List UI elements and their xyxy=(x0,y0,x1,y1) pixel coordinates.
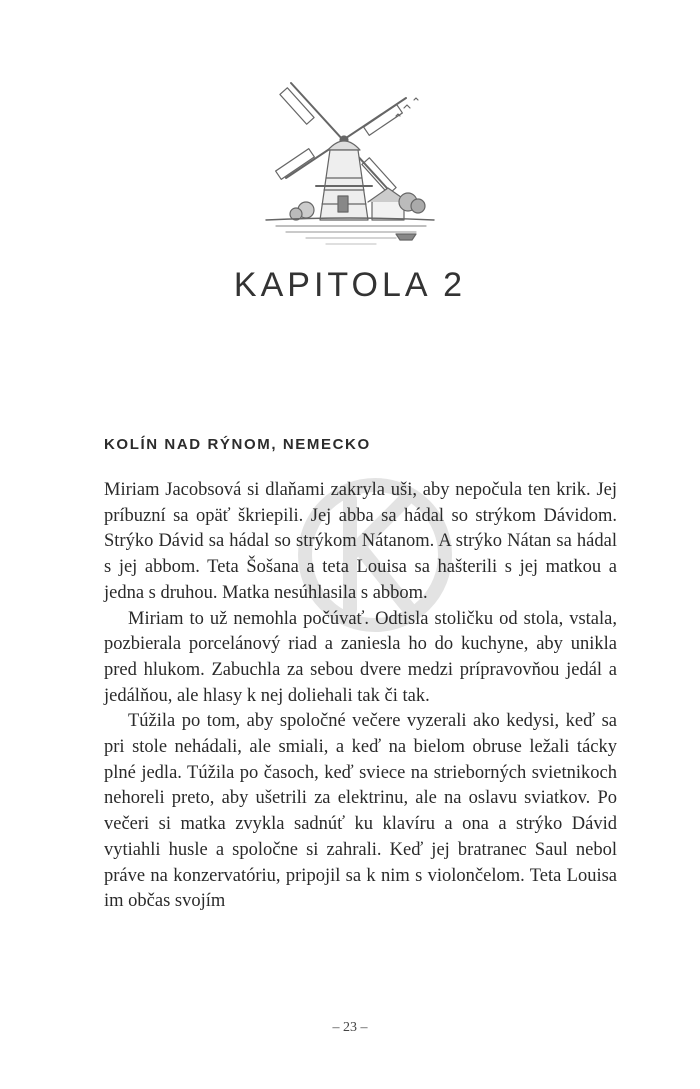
paragraph: Túžila po tom, aby spoločné večere vyzerali ako kedysi, keď sa pri stole nehádali, ale smiali, a keď na bielom obruse ležali tácky plné jedla. Túžila po časoch, keď sviece na strieborných svietnikoch nehoreli preto, aby ušetrili za elektrinu, ale na oslavu sviatkov. Po večeri si matka zvykla sadnúť ku klavíru a ona a strýko Dávid vytiahli husle a spoločne si zahrali. Keď jej bratranec Saul nebol práve na konzervatóriu, pripojil sa k nim s violončelom. Teta Louisa im občas svojím xyxy=(104,711,617,912)
section-place-heading: KOLÍN NAD RÝNOM, NEMECKO xyxy=(104,436,371,453)
body-text xyxy=(104,478,617,915)
windmill-illustration xyxy=(256,78,444,250)
paragraph: Miriam Jacobsová si dlaňami zakryla uši, aby nepočula ten krik. Jej príbuzní sa opäť škriepili. Jej abba sa hádal so strýkom Dávidom. Strýko Dávid sa hádal so strýkom Nátanom. A strýko Nátan sa hádal s jej abbom. Teta Šošana a teta Louisa sa hašterili s jej matkou a jedna s druhou. Matka nesúhlasila s abbom. xyxy=(104,480,617,603)
page-number: – 23 – xyxy=(332,1020,368,1035)
chapter-title: KAPITOLA 2 xyxy=(233,266,467,304)
paragraph: Miriam to už nemohla počúvať. Odtisla stoličku od stola, vstala, pozbierala porcelánový riad a zaniesla ho do kuchyne, aby unikla pred hlukom. Zabuchla za sebou dvere medzi prípravovňou jedál a jedálňou, ale hlasy k nej doliehali tak či tak. xyxy=(104,608,617,706)
